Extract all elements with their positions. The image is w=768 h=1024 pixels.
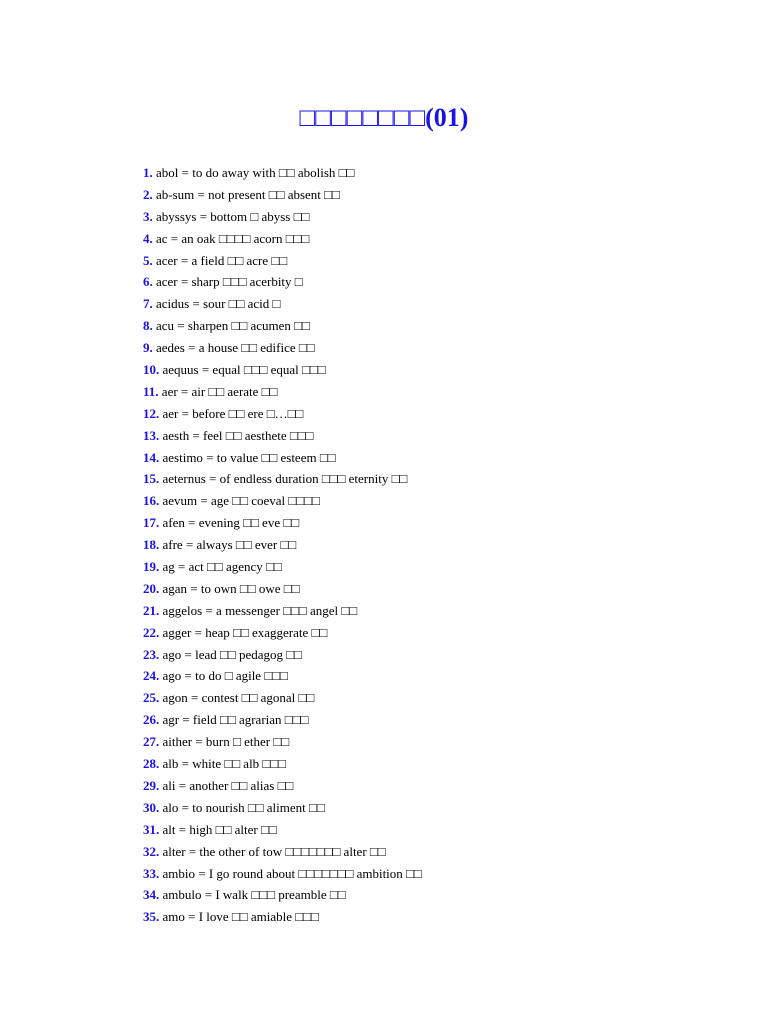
entry-number: 28.	[143, 756, 160, 772]
list-item	[143, 184, 422, 206]
list-item	[143, 206, 422, 228]
entry-number: 1.	[143, 165, 153, 180]
entry-text: agr = field □□ agrarian □□□	[162, 712, 309, 728]
entry-number: 17.	[143, 515, 160, 531]
list-item	[143, 687, 422, 709]
list-item	[143, 841, 422, 863]
entry-text: aeternus = of endless duration □□□ eternity □□	[162, 471, 408, 487]
entry-text: alo = to nourish □□ aliment □□	[162, 799, 325, 815]
entry-text: ago = to do □ agile □□□	[162, 668, 288, 684]
page-title: □□□□□□□□(01)	[299, 103, 469, 132]
entry-number: 32.	[143, 843, 160, 859]
entry-text: ago = lead □□ pedagog □□	[162, 646, 302, 662]
entry-number: 23.	[143, 646, 160, 662]
list-item	[143, 731, 422, 753]
entry-number: 7.	[143, 296, 153, 312]
list-item	[143, 490, 422, 512]
entry-text: ali = another □□ alias □□	[162, 777, 294, 793]
entry-number: 13.	[143, 427, 160, 443]
entry-text: ambulo = I walk □□□ preamble □□	[162, 887, 346, 903]
list-item	[143, 906, 422, 928]
entry-number: 10.	[143, 362, 160, 378]
list-item	[143, 293, 422, 315]
list-item	[143, 403, 422, 425]
entry-number: 27.	[143, 734, 160, 750]
entry-number: 33.	[143, 865, 160, 881]
entry-number: 12.	[143, 405, 160, 421]
entry-number: 31.	[143, 821, 160, 837]
entry-number: 3.	[143, 208, 153, 224]
entry-number: 26.	[143, 712, 160, 728]
list-item	[143, 578, 422, 600]
entry-number: 9.	[143, 340, 153, 356]
entry-text: afre = always □□ ever □□	[162, 537, 297, 553]
entry-number: 35.	[143, 909, 160, 925]
list-item	[143, 600, 422, 622]
list-item	[143, 665, 422, 687]
list-item	[143, 819, 422, 841]
list-item	[143, 797, 422, 819]
entry-number: 21.	[143, 602, 160, 618]
entry-number: 11.	[143, 383, 159, 399]
list-item	[143, 337, 422, 359]
entry-text: amo = I love □□ amiable □□□	[162, 909, 319, 925]
entry-text: agan = to own □□ owe □□	[162, 580, 300, 596]
entry-text: aither = burn □ ether □□	[162, 734, 290, 750]
list-item	[143, 250, 422, 272]
entry-number: 2.	[143, 186, 153, 202]
entry-text: alb = white □□ alb □□□	[162, 756, 286, 772]
entry-text: aequus = equal □□□ equal □□□	[162, 362, 326, 378]
entry-number: 6.	[143, 274, 153, 290]
list-item	[143, 622, 422, 644]
list-item	[143, 863, 422, 885]
list-item	[143, 315, 422, 337]
entry-text: acidus = sour □□ acid □	[156, 296, 281, 312]
list-item	[143, 709, 422, 731]
list-item	[143, 381, 422, 403]
list-item	[143, 753, 422, 775]
list-item	[143, 775, 422, 797]
entry-number: 25.	[143, 690, 160, 706]
entry-number: 19.	[143, 559, 160, 575]
list-item	[143, 644, 422, 666]
entry-number: 20.	[143, 580, 160, 596]
entry-number: 16.	[143, 493, 160, 509]
entry-number: 34.	[143, 887, 160, 903]
entry-number: 24.	[143, 668, 160, 684]
entry-number: 29.	[143, 777, 160, 793]
entry-number: 18.	[143, 537, 160, 553]
entry-text: aedes = a house □□ edifice □□	[156, 340, 315, 356]
entry-text: ab-sum = not present □□ absent □□	[156, 186, 340, 202]
entry-number: 8.	[143, 318, 153, 334]
entry-text: abyssys = bottom □ abyss □□	[156, 208, 310, 224]
entry-text: aestimo = to value □□ esteem □□	[162, 449, 336, 465]
entry-text: agger = heap □□ exaggerate □□	[162, 624, 328, 640]
entry-text: agon = contest □□ agonal □□	[162, 690, 315, 706]
entry-number: 14.	[143, 449, 160, 465]
entry-text: ac = an oak □□□□ acorn □□□	[156, 230, 310, 246]
entry-text: ag = act □□ agency □□	[162, 559, 282, 575]
list-item	[143, 556, 422, 578]
entry-number: 15.	[143, 471, 160, 487]
entry-text: acer = a field □□ acre □□	[156, 252, 288, 268]
entry-text: aer = air □□ aerate □□	[161, 383, 278, 399]
list-item	[143, 162, 422, 184]
entry-text: aevum = age □□ coeval □□□□	[162, 493, 320, 509]
list-item	[143, 228, 422, 250]
list-item	[143, 468, 422, 490]
entry-number: 30.	[143, 799, 160, 815]
entry-number: 5.	[143, 252, 153, 268]
entry-text: afen = evening □□ eve □□	[162, 515, 300, 531]
entry-text: abol = to do away with □□ abolish □□	[156, 165, 355, 180]
list-item	[143, 271, 422, 293]
entry-list	[143, 162, 422, 928]
list-item	[143, 512, 422, 534]
entry-text: acer = sharp □□□ acerbity □	[156, 274, 303, 290]
entry-text: acu = sharpen □□ acumen □□	[156, 318, 310, 334]
entry-text: aesth = feel □□ aesthete □□□	[162, 427, 314, 443]
list-item	[143, 534, 422, 556]
entry-text: aer = before □□ ere □…□□	[162, 405, 304, 421]
entry-text: alt = high □□ alter □□	[162, 821, 277, 837]
list-item	[143, 884, 422, 906]
entry-text: ambio = I go round about □□□□□□□ ambition □□	[162, 865, 422, 881]
list-item	[143, 359, 422, 381]
entry-number: 22.	[143, 624, 160, 640]
list-item	[143, 447, 422, 469]
list-item	[143, 425, 422, 447]
entry-text: alter = the other of tow □□□□□□□ alter □□	[162, 843, 386, 859]
entry-text: aggelos = a messenger □□□ angel □□	[162, 602, 358, 618]
entry-number: 4.	[143, 230, 153, 246]
